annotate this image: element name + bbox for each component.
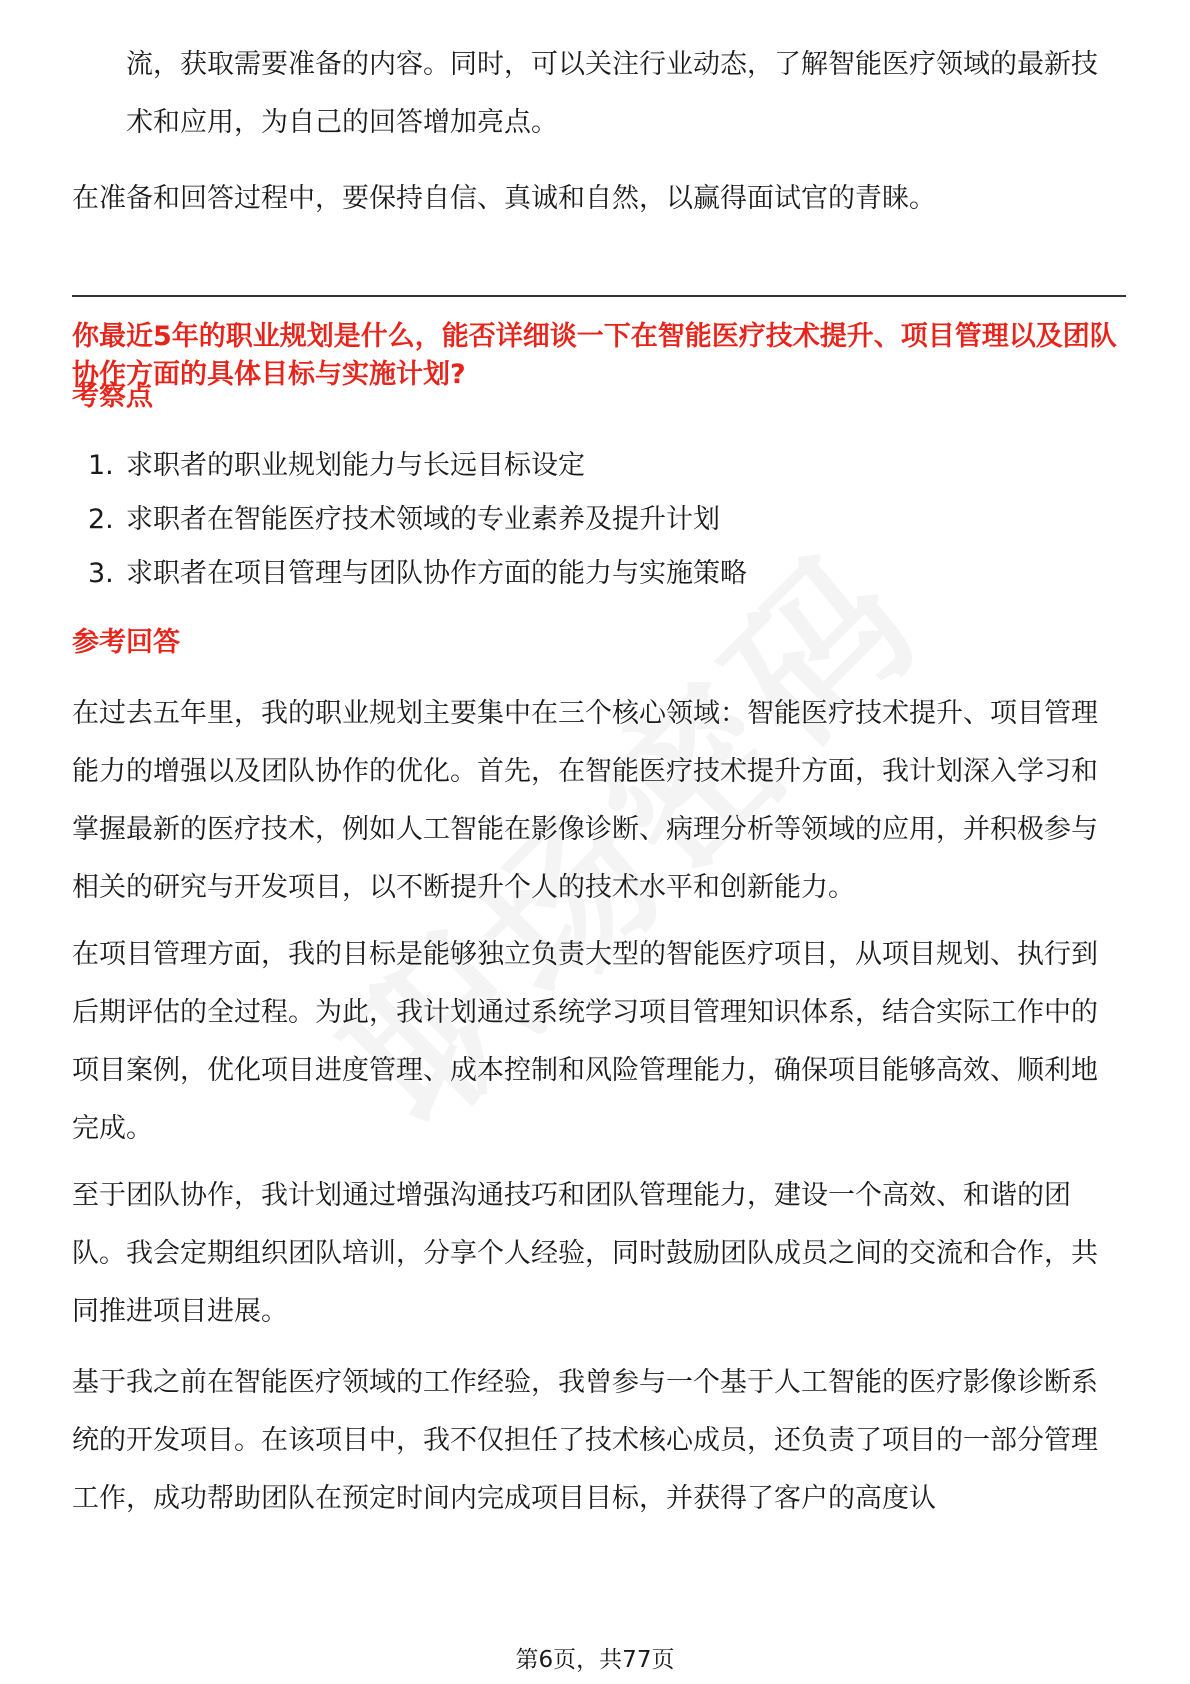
intro-continued-paragraph: 流，获取需要准备的内容。同时，可以关注行业动态，了解智能医疗领域的最新技术和应用，为自己的回答增加亮点。 [126, 49, 1098, 138]
list-item-text: 求职者的职业规划能力与长远目标设定 [126, 450, 585, 481]
list-number: 2. [88, 504, 114, 535]
list-item-text: 求职者在项目管理与团队协作方面的能力与实施策略 [126, 558, 747, 589]
answer-heading: 参考回答 [72, 627, 180, 658]
page-number-footer: 第6页，共77页 [515, 1647, 675, 1673]
answer-paragraph: 基于我之前在智能医疗领域的工作经验，我曾参与一个基于人工智能的医疗影像诊断系统的开发项目。在该项目中，我不仅担任了技术核心成员，还负责了项目的一部分管理工作，成功帮助团队在预定时间内完成项目目标，并获得了客户的高度认 [72, 1367, 1098, 1514]
question-heading: 你最近5年的职业规划是什么，能否详细谈一下在智能医疗技术提升、项目管理以及团队协作方面的具体目标与实施计划? [72, 321, 1117, 390]
answer-paragraph: 在过去五年里，我的职业规划主要集中在三个核心领域：智能医疗技术提升、项目管理能力的增强以及团队协作的优化。首先，在智能医疗技术提升方面，我计划深入学习和掌握最新的医疗技术，例如人工智能在影像诊断、病理分析等领域的应用，并积极参与相关的研究与开发项目，以不断提升个人的技术水平和创新能力。 [72, 698, 1098, 903]
examination-item [88, 501, 1088, 539]
section-divider [72, 295, 1126, 297]
examination-heading: 考察点 [72, 381, 153, 412]
list-number: 1. [88, 450, 114, 481]
list-item-text: 求职者在智能医疗技术领域的专业素养及提升计划 [126, 504, 720, 535]
list-number: 3. [88, 558, 114, 589]
intro-closing-paragraph: 在准备和回答过程中，要保持自信、真诚和自然，以赢得面试官的青睐。 [72, 183, 936, 214]
answer-paragraph: 至于团队协作，我计划通过增强沟通技巧和团队管理能力，建设一个高效、和谐的团队。我会定期组织团队培训，分享个人经验，同时鼓励团队成员之间的交流和合作，共同推进项目进展。 [72, 1180, 1098, 1327]
examination-item [88, 447, 1088, 485]
examination-item [88, 555, 1088, 593]
answer-paragraph: 在项目管理方面，我的目标是能够独立负责大型的智能医疗项目，从项目规划、执行到后期评估的全过程。为此，我计划通过系统学习项目管理知识体系，结合实际工作中的项目案例，优化项目进度管理、成本控制和风险管理能力，确保项目能够高效、顺利地完成。 [72, 939, 1098, 1144]
